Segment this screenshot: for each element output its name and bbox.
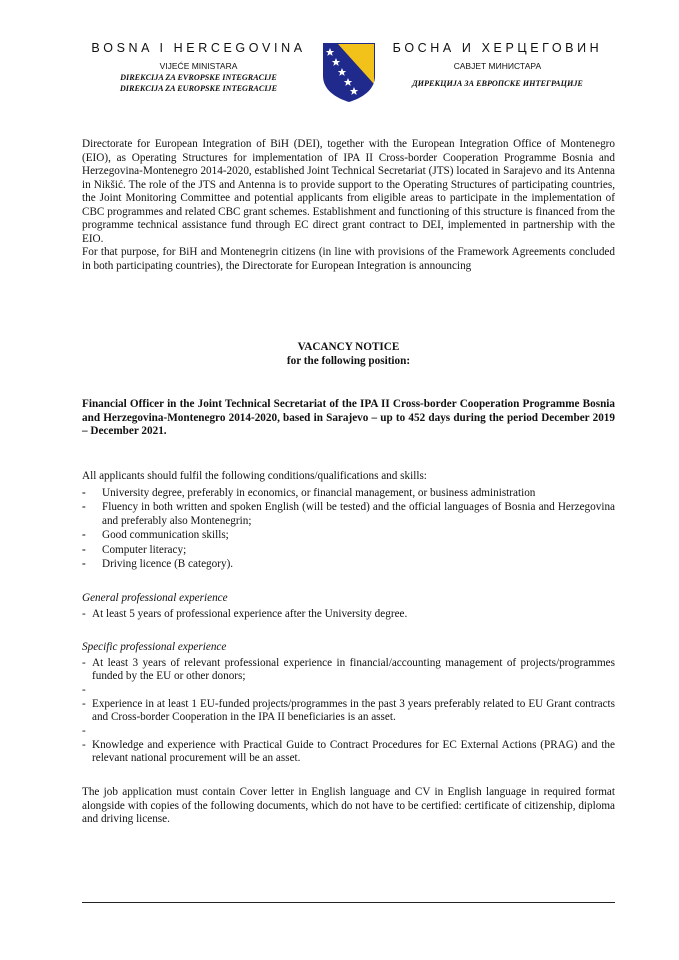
council-name-latin: VIJEĆE MINISTARA [159, 61, 238, 71]
intro-paragraph: Directorate for European Integration of BiH (DEI), together with the European Integration Office of Montenegro (EIO), as Operating Structures for implementation of IPA II Cross-border Cooperation Programme Bosnia and Herzegovina-Montenegro 2014-2020, established Joint Technical Secretariat (JTS) located in Sarajevo and its Antenna in Nikšić. The role of the JTS and Antenna is to provide support to the Operating Structures of participating countries, the Joint Monitoring Committee and potential applicants from eligible areas to participate in the implementation of CBC programmes and related CBC grant schemes. Establishment and functioning of this structure is financed from the programme technical assistance fund through EC direct grant contract to DEI, implemented in partnership with the EIO. [82, 138, 615, 245]
specific-experience-section [82, 641, 615, 766]
list-item: - Fluency in both written and spoken English (will be tested) and the official languages of Bosnia and Herzegovina and preferably also Montenegrin; [82, 501, 615, 528]
list-item: - At least 3 years of relevant professional experience in financial/accounting management of projects/programmes funded by the EU or other donors; [82, 657, 615, 684]
requirements-list [82, 487, 615, 572]
specific-experience-list [82, 657, 615, 766]
coat-of-arms-icon [320, 40, 378, 104]
vacancy-heading [82, 341, 615, 368]
application-section [82, 786, 615, 827]
general-experience-list [82, 608, 615, 622]
footer-divider [82, 902, 615, 903]
intro-section [82, 138, 615, 273]
specific-experience-heading: Specific professional experience [82, 641, 227, 653]
country-name-cyrillic: БОСНА И ХЕРЦЕГОВИН [392, 41, 603, 55]
general-experience-section [82, 592, 615, 621]
notice-title: VACANCY NOTICE [297, 341, 400, 353]
list-item: - At least 5 years of professional experience after the University degree. [82, 608, 615, 622]
directorate-name-cyrillic: ДИРЕКЦИЈА ЗА ЕВРОПСКЕ ИНТЕГРАЦИЈЕ [412, 79, 583, 88]
list-item: - Knowledge and experience with Practical Guide to Contract Procedures for EC External Actions (PRAG) and the relevant national procurement will be an asset. [82, 739, 615, 766]
list-item: - Driving licence (B category). [82, 558, 615, 572]
council-name-cyrillic: САВЈЕТ МИНИСТАРА [453, 61, 542, 71]
application-paragraph: The job application must contain Cover letter in English language and CV in English language in required format alongside with copies of the following documents, which do not have to be certified: certificate of citizenship, diploma and driving license. [82, 786, 615, 825]
country-name-latin: BOSNA I HERCEGOVINA [91, 41, 306, 55]
list-spacer [82, 725, 615, 739]
requirements-section [82, 470, 615, 573]
position-title: Financial Officer in the Joint Technical Secretariat of the IPA II Cross-border Cooperation Programme Bosnia and Herzegovina-Montenegro 2014-2020, based in Sarajevo – up to 452 days during the period December 2019 – December 2021. [82, 398, 615, 437]
letterhead-right [375, 40, 620, 89]
list-item: - Good communication skills; [82, 529, 615, 543]
requirements-intro: All applicants should fulfil the following conditions/qualifications and skills: [82, 470, 427, 482]
notice-subtitle: for the following position: [286, 354, 411, 367]
list-spacer [82, 684, 615, 698]
list-item: - Experience in at least 1 EU-funded projects/programmes in the past 3 years preferably related to EU Grant contracts and Cross-border Cooperation in the IPA II beneficiaries is an asset. [82, 698, 615, 725]
announcement-paragraph: For that purpose, for BiH and Montenegrin citizens (in line with provisions of the Framework Agreements concluded in both participating countries), the Directorate for European Integration is announcing [82, 246, 615, 272]
general-experience-heading: General professional experience [82, 592, 228, 604]
list-item: - University degree, preferably in economics, or financial management, or business administration [82, 487, 615, 501]
position-section [82, 398, 615, 439]
directorate-name-bosnian: DIREKCIJA ZA EVROPSKE INTEGRACIJE [120, 73, 277, 82]
letterhead-left [76, 40, 321, 94]
directorate-name-croatian: DIREKCIJA ZA EUROPSKE INTEGRACIJE [119, 84, 278, 93]
list-item: - Computer literacy; [82, 544, 615, 558]
